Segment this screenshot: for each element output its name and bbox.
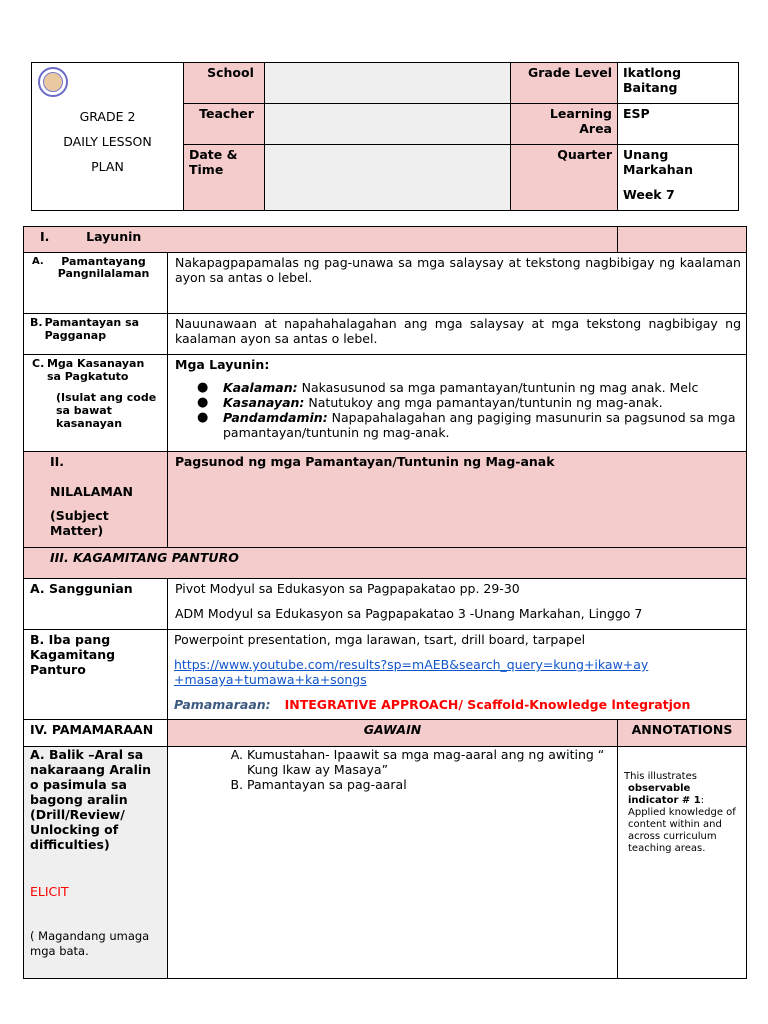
nilalaman-text: Pagsunod ng mga Pamantayan/Tuntunin ng Mag-anak xyxy=(168,452,747,548)
deped-seal-icon xyxy=(38,67,68,97)
row-c-sub: (Isulat ang code sa bawat kasanayan xyxy=(56,391,157,430)
nilalaman-label xyxy=(24,452,168,548)
annotation-indicator: observable indicator # 1 xyxy=(628,783,701,806)
row-b-title: Pamantayan sa Pagganap xyxy=(44,316,140,342)
school-label: School xyxy=(184,63,265,104)
sanggunian-label: A. Sanggunian xyxy=(24,579,168,630)
row-b-text: Nauunawaan at napahahalagahan ang mga salaysay at mga tekstong nagbibigay ng kaalaman ayon sa antas o lebel. xyxy=(168,314,747,355)
learning-area-value: ESP xyxy=(618,104,739,145)
objective-item: ● Pandamdamin: Napapahalagahan ang pagiging masunurin sa pagsunod sa mga pamantayan/tuntunin ng mag-anak. xyxy=(223,410,741,440)
sanggunian-1: Pivot Modyul sa Edukasyon sa Pagpapakatao pp. 29-30 xyxy=(175,581,520,596)
grade-line3: PLAN xyxy=(91,159,124,174)
annotation-intro: This illustrates xyxy=(624,771,697,782)
row-c-content xyxy=(168,355,747,452)
iba-cell xyxy=(168,630,747,720)
nilalaman-sub: (Subject Matter) xyxy=(50,508,109,538)
elicit-label: ELICIT xyxy=(30,884,69,899)
grade-line2: DAILY LESSON xyxy=(63,134,152,149)
date-field[interactable] xyxy=(265,145,511,211)
header-table xyxy=(31,62,739,211)
youtube-link[interactable]: https://www.youtube.com/results?sp=mAEB&search_query=kung+ikaw+ay+masaya+tumawa+ka+songs xyxy=(174,657,649,687)
annotations-header: ANNOTATIONS xyxy=(618,720,747,747)
layunin-blank xyxy=(618,227,747,253)
objective-item: ● Kaalaman: Nakasusunod sa mga pamantayan/tuntunin ng mag anak. Melc xyxy=(223,380,741,395)
annotation-cell xyxy=(618,747,747,979)
annotation-detail: : Applied knowledge of content within and across curriculum teaching areas. xyxy=(628,795,736,854)
school-field[interactable] xyxy=(265,63,511,104)
teacher-field[interactable] xyxy=(265,104,511,145)
pamamaraan-label: Pamamaraan: xyxy=(174,697,271,712)
learning-area-label: Learning Area xyxy=(511,104,618,145)
grade-cell xyxy=(32,63,184,211)
teacher-label: Teacher xyxy=(184,104,265,145)
greeting-text: ( Magandang umaga mga bata. xyxy=(30,929,150,958)
row-c-title: Mga Kasanayan sa Pagkatuto xyxy=(46,357,145,383)
sanggunian-cell xyxy=(168,579,747,630)
activity-item: B. Pamantayan sa pag-aaral xyxy=(247,777,612,792)
pamamaraan-text: INTEGRATIVE APPROACH/ Scaffold-Knowledge lntegratjon xyxy=(284,697,691,712)
layunin-num: I. xyxy=(40,229,50,244)
row-a-text: Nakapagpapamalas ng pag-unawa sa mga salaysay at tekstong nagbibigay ng kaalaman ayon sa antas o lebel. xyxy=(168,253,747,314)
nilalaman-title: NILALAMAN xyxy=(50,484,133,499)
objectives-heading: Mga Layunin: xyxy=(175,357,270,372)
row-a-label xyxy=(24,253,168,314)
quarter-label: Quarter xyxy=(511,145,618,211)
grade-line1: GRADE 2 xyxy=(79,109,136,124)
quarter-value: Unang Markahan xyxy=(623,147,694,177)
layunin-header xyxy=(24,227,618,253)
objective-item: ● Kasanayan: Natutukoy ang mga pamantayan/tuntunin ng mag-anak. xyxy=(223,395,741,410)
row-b-label xyxy=(24,314,168,355)
objectives-list xyxy=(175,380,741,440)
lesson-table xyxy=(23,226,747,979)
row-a-title: Pamantayang Pangnilalaman xyxy=(57,255,150,280)
row-c-label xyxy=(24,355,168,452)
date-label: Date & Time xyxy=(184,145,265,211)
grade-level-value: Ikatlong Baitang xyxy=(618,63,739,104)
row-c-letter: C. xyxy=(32,357,45,370)
nilalaman-num: II. xyxy=(50,454,65,469)
gawain-header: GAWAIN xyxy=(168,720,618,747)
balik-aral-cell xyxy=(24,747,168,979)
activity-item: A. Kumustahan- Ipaawit sa mga mag-aaral ang ng awiting “ Kung Ikaw ay Masaya” xyxy=(247,747,612,777)
layunin-title: Layunin xyxy=(86,229,142,244)
week-value: Week 7 xyxy=(623,187,675,202)
pamamaraan-line xyxy=(174,697,741,712)
iba-label: B. Iba pang Kagamitang Panturo xyxy=(24,630,168,720)
grade-level-label: Grade Level xyxy=(511,63,618,104)
activity-list xyxy=(173,747,612,792)
pamamaraan-header: IV. PAMAMARAAN xyxy=(24,720,168,747)
row-a-letter: A. xyxy=(32,256,44,267)
kagamitan-header: III. KAGAMITANG PANTURO xyxy=(24,548,747,579)
quarter-cell xyxy=(618,145,739,211)
row-b-letter: B. xyxy=(30,316,43,329)
balik-aral-label: A. Balik –Aral sa nakaraang Aralin o pasimula sa bagong aralin (Drill/Review/ Unlocking of difficulties) xyxy=(30,747,152,852)
gawain-cell xyxy=(168,747,618,979)
sanggunian-2: ADM Modyul sa Edukasyon sa Pagpapakatao 3 -Unang Markahan, Linggo 7 xyxy=(175,606,643,621)
iba-materials: Powerpoint presentation, mga larawan, tsart, drill board, tarpapel xyxy=(174,632,586,647)
